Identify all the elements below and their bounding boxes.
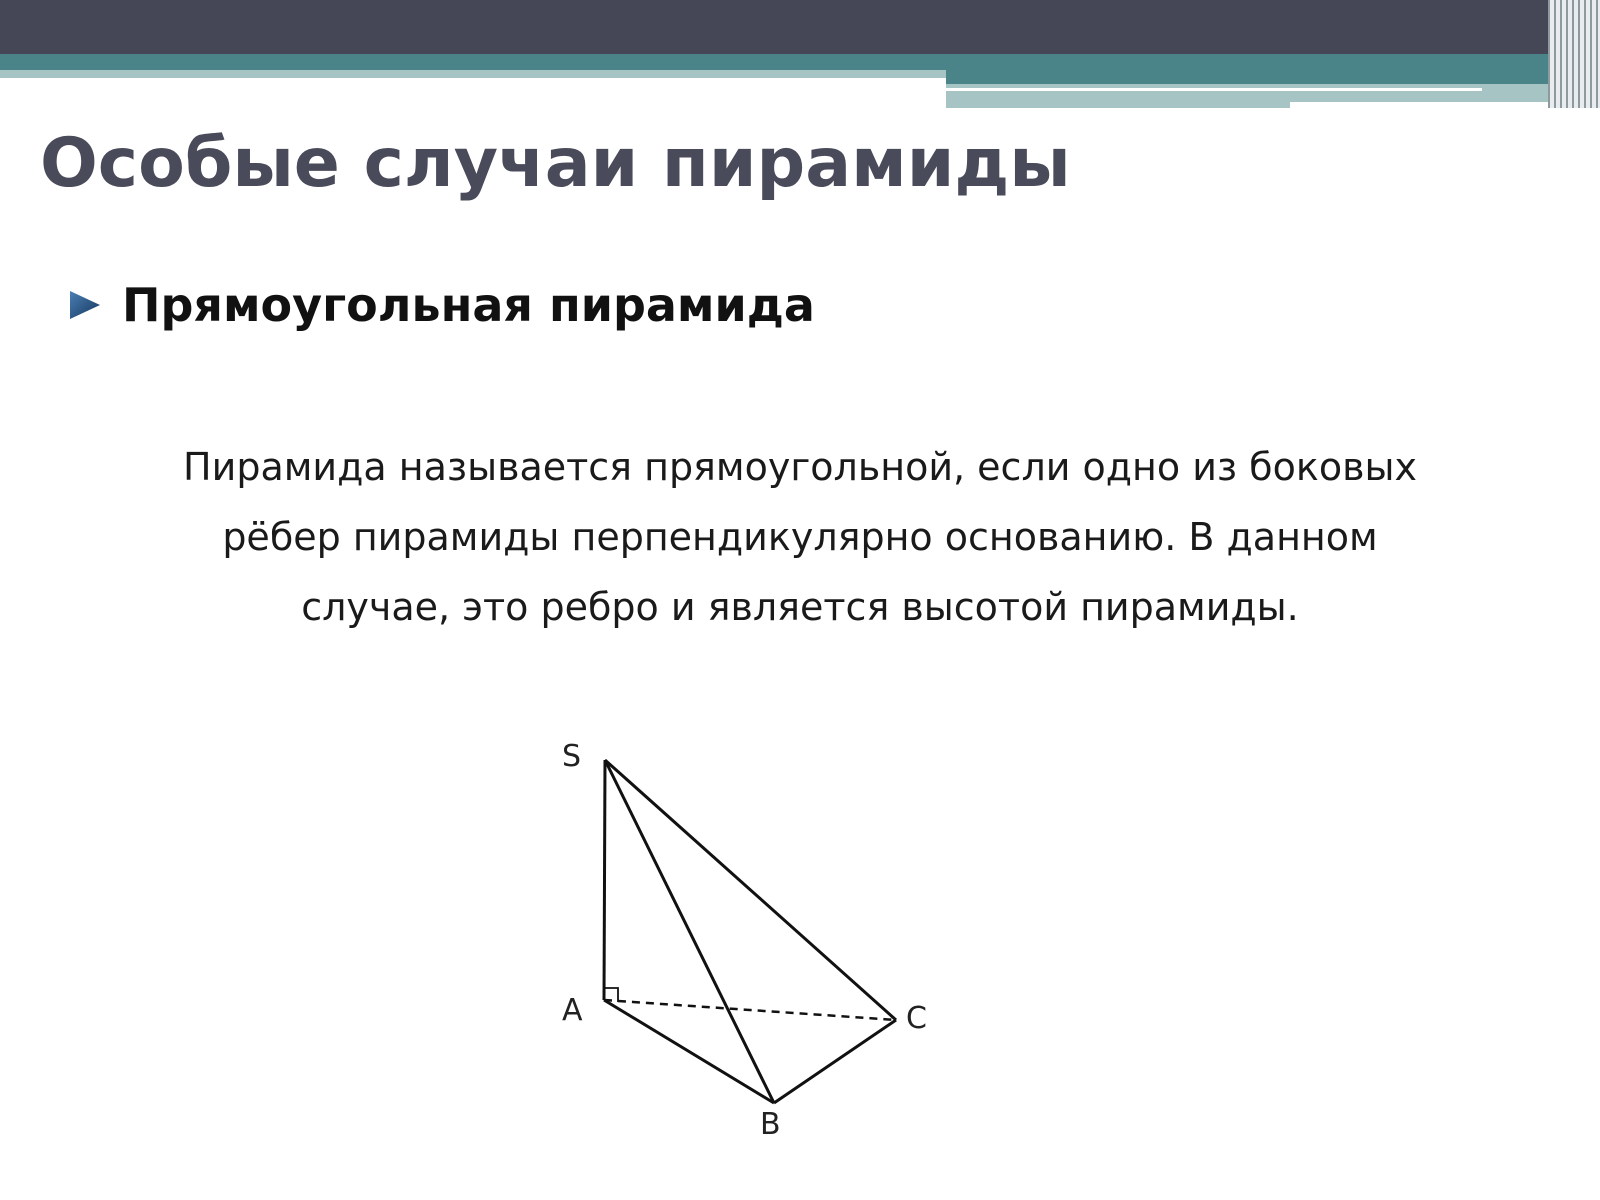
- edge-bc: [774, 1020, 896, 1103]
- edge-sc: [605, 760, 896, 1020]
- paragraph-line: рёбер пирамиды перпендикулярно основанию. В данном: [222, 515, 1378, 559]
- header-bar-teal: [0, 54, 1560, 70]
- definition-paragraph: [60, 432, 1540, 642]
- edge-sa: [604, 760, 605, 1000]
- pyramid-diagram: [540, 730, 980, 1170]
- header-white-line: [946, 88, 1482, 91]
- vertex-label-b: B: [760, 1107, 781, 1142]
- vertex-label-c: C: [906, 1001, 927, 1036]
- paragraph-line: случае, это ребро и является высотой пирамиды.: [301, 585, 1299, 629]
- triangle-bullet-icon: [68, 289, 102, 321]
- header-bar-teal-right: [946, 70, 1560, 84]
- header-bar-light-right-tail: [1290, 92, 1560, 102]
- header-bar-light-right-lower: [946, 92, 1290, 108]
- bullet-text: Прямоугольная пирамида: [122, 278, 815, 332]
- vertex-label-s: S: [562, 739, 582, 774]
- slide-title: Особые случаи пирамиды: [40, 124, 1071, 203]
- header-bar-light-left: [0, 70, 946, 78]
- bullet-item: [68, 278, 815, 332]
- header-bar-dark: [0, 0, 1600, 54]
- header-stripes: [1548, 0, 1600, 108]
- edge-ac-hidden: [604, 1000, 896, 1020]
- paragraph-line: Пирамида называется прямоугольной, если одно из боковых: [183, 445, 1417, 489]
- vertex-label-a: A: [562, 993, 583, 1028]
